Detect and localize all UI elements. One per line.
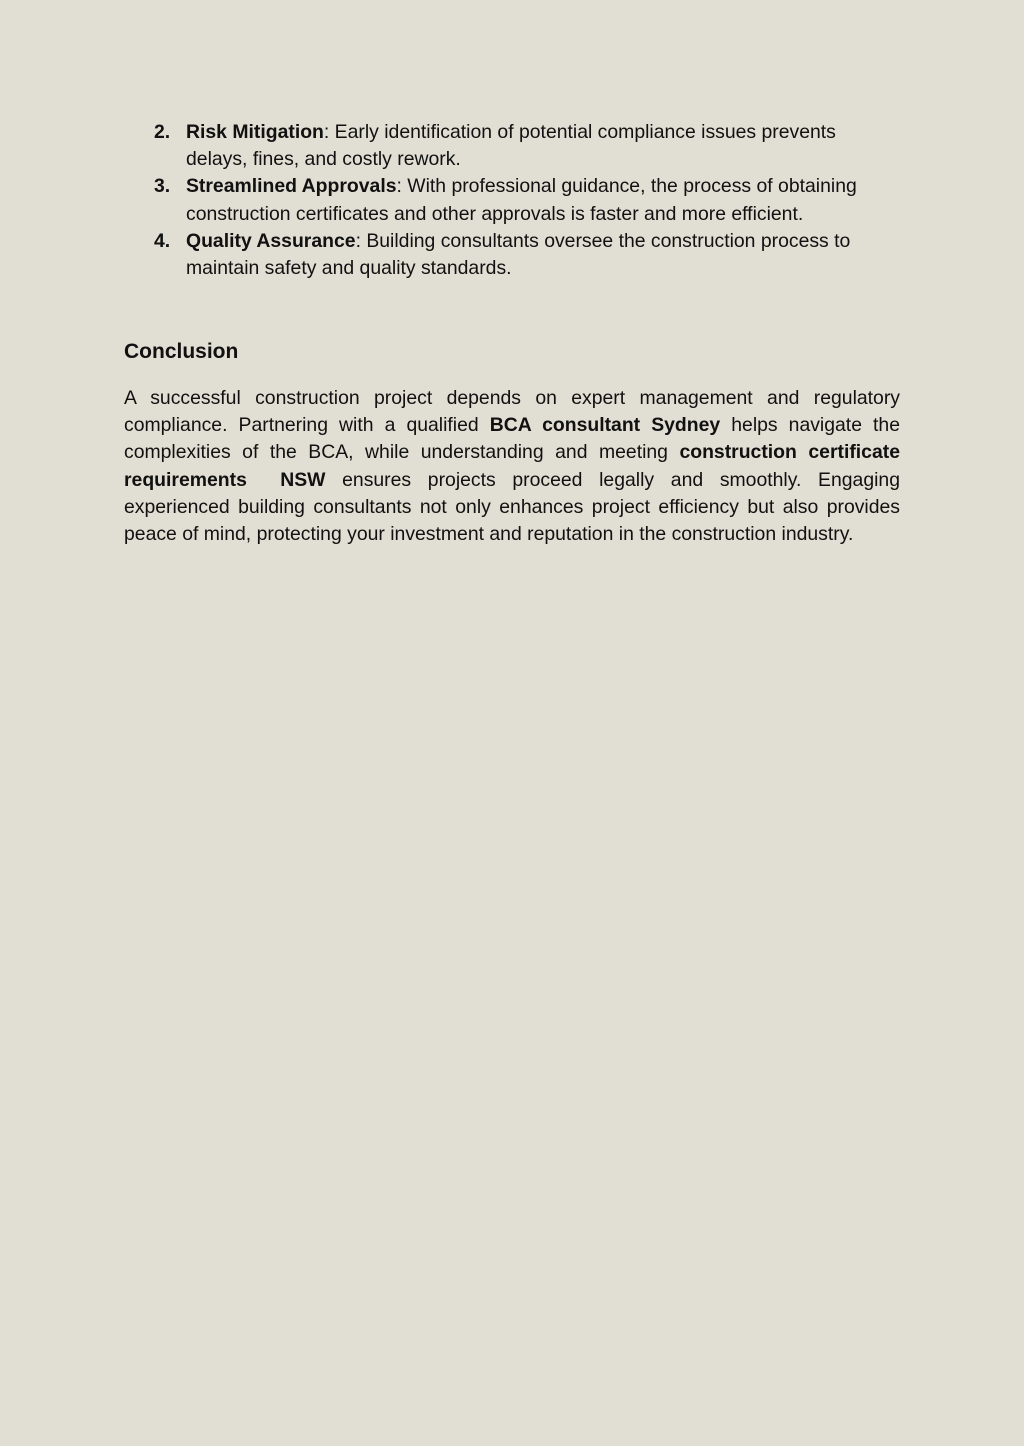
list-item	[124, 228, 900, 282]
conclusion-heading: Conclusion	[124, 340, 239, 363]
conclusion-text-1: A successful construction project depends on expert management and regulatory compliance. Partnering with a qualified	[124, 387, 900, 437]
list-item-title: Streamlined Approvals	[186, 175, 397, 198]
conclusion-text-2: helps navigate the complexities of the BCA, while understanding and meeting	[124, 414, 900, 464]
list-item-title: Risk Mitigation	[186, 121, 324, 143]
list-item-text: : With professional guidance, the process of obtaining construction certificates and other approvals is faster and more efficient.	[186, 175, 857, 225]
list-item-text: : Building consultants oversee the construction process to maintain safety and quality standards.	[186, 229, 851, 280]
list-item-number: 3.	[154, 175, 171, 198]
conclusion-text-3: ensures projects proceed legally and smoothly. Engaging experienced building consultants not only enhances project efficiency but also provides peace of mind, protecting your investment and reputation in the construction industry.	[124, 468, 900, 546]
list-item	[124, 119, 900, 173]
benefits-list	[124, 119, 900, 282]
list-item-text: : Early identification of potential compliance issues prevents delays, fines, and costly rework.	[186, 121, 836, 171]
list-item-title: Quality Assurance	[186, 229, 356, 252]
list-item-number: 4.	[154, 229, 171, 252]
list-item	[124, 173, 900, 227]
document-content	[124, 119, 906, 546]
conclusion-bold-1: BCA consultant Sydney	[489, 414, 721, 437]
list-item-number: 2.	[154, 121, 171, 143]
conclusion-paragraph	[124, 385, 906, 548]
conclusion-bold-2: construction certificate requirements NSW	[124, 441, 906, 491]
